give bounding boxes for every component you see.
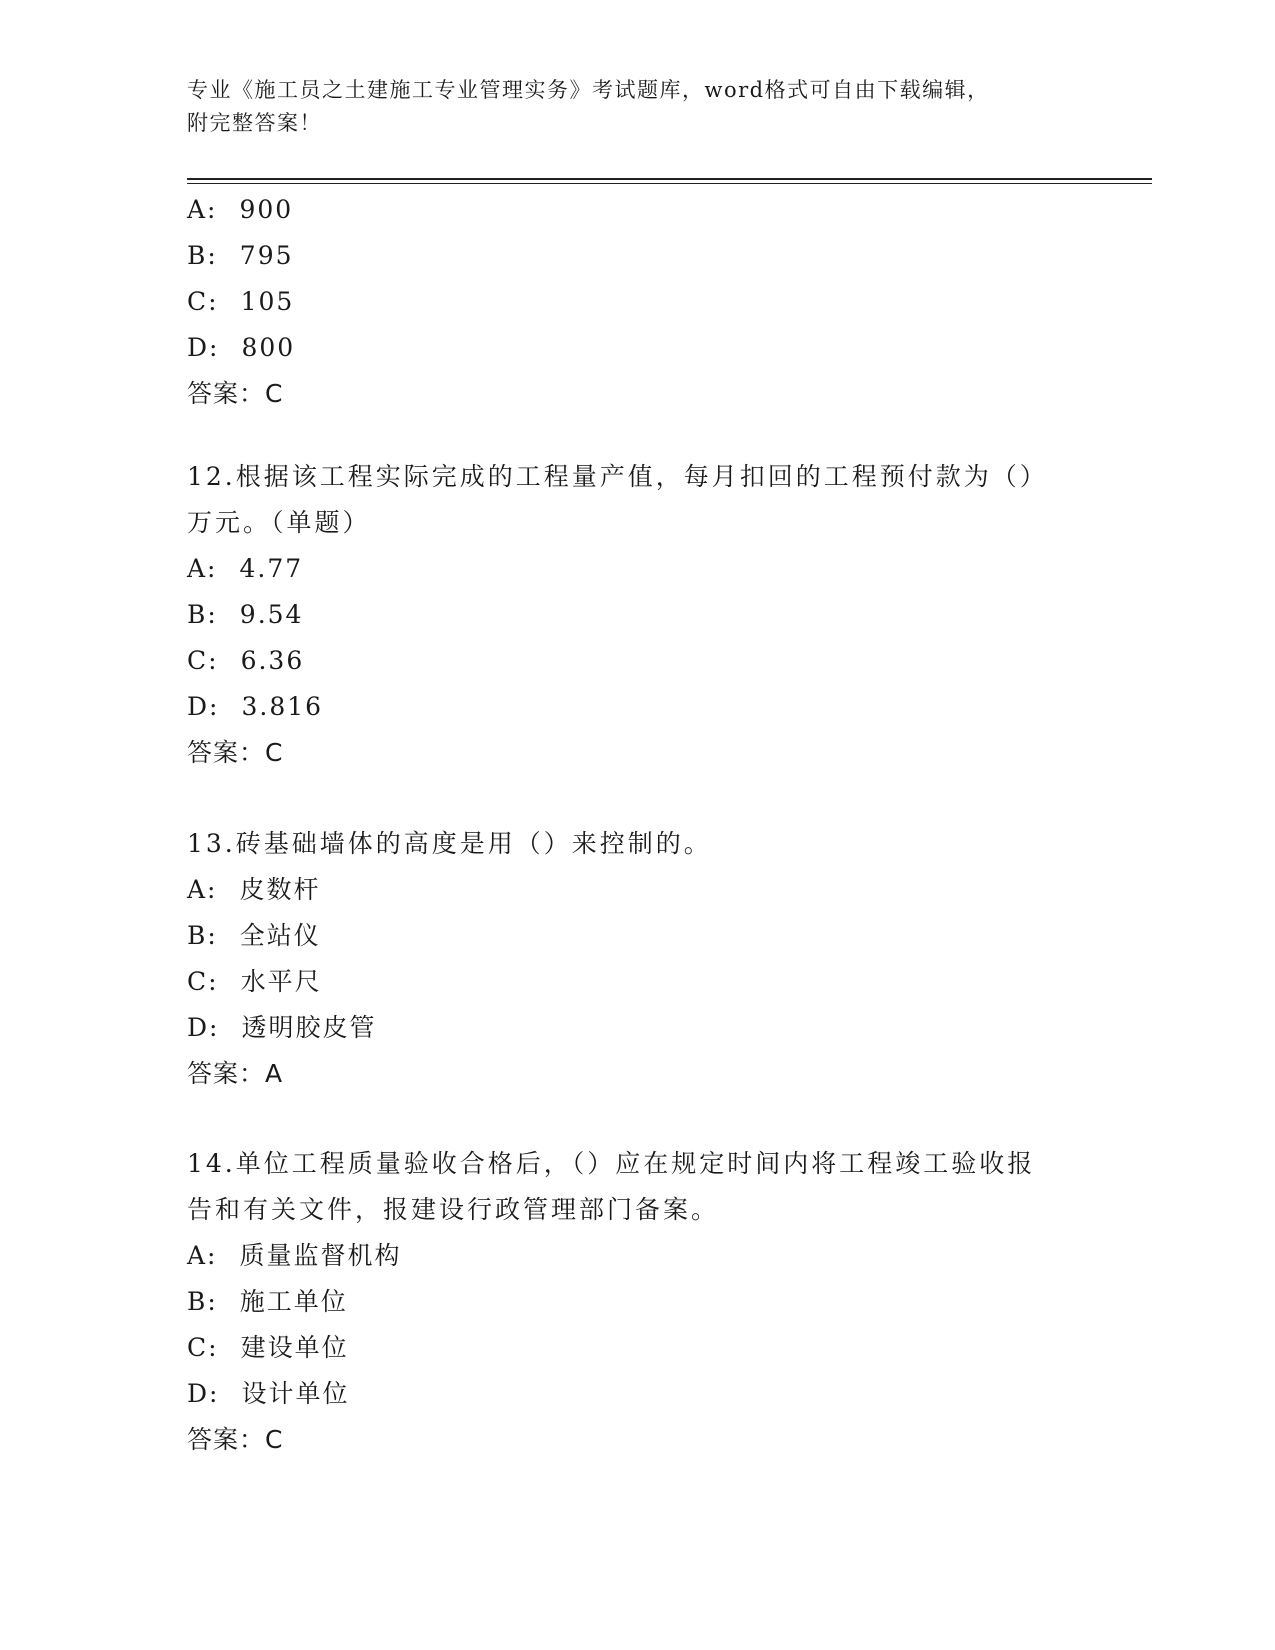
option-letter: B: <box>187 600 218 629</box>
question-stem: 告和有关文件，报建设行政管理部门备案。 <box>187 1195 720 1224</box>
option-c <box>187 638 1087 684</box>
option-text: 透明胶皮管 <box>241 1013 377 1042</box>
option-text: 105 <box>240 287 295 316</box>
option-text: 质量监督机构 <box>239 1241 402 1270</box>
option-letter: D: <box>187 1379 220 1408</box>
answer-line: 答案：C <box>187 379 284 408</box>
answer-line: 答案：C <box>187 738 284 767</box>
option-letter: D: <box>187 692 220 721</box>
option-letter: B: <box>187 1287 218 1316</box>
option-text: 900 <box>239 195 294 224</box>
question-stem: 13.砖基础墙体的高度是用（）来控制的。 <box>187 829 712 858</box>
option-a <box>187 546 1087 592</box>
option-text: 9.54 <box>239 600 304 629</box>
option-text: 建设单位 <box>240 1333 349 1362</box>
option-text: 800 <box>241 333 296 362</box>
header-divider-thin <box>187 183 1152 184</box>
option-a <box>187 1233 1087 1279</box>
question-12-block <box>187 454 1087 776</box>
option-letter: C: <box>187 967 219 996</box>
option-c <box>187 959 1087 1005</box>
option-letter: C: <box>187 646 219 675</box>
option-text: 设计单位 <box>241 1379 350 1408</box>
question-13-block <box>187 821 1087 1097</box>
question-stem: 万元。（单题） <box>187 508 371 537</box>
document-header <box>187 74 1087 140</box>
header-divider-thick <box>187 178 1152 180</box>
option-a <box>187 187 1087 233</box>
option-text: 全站仪 <box>239 921 321 950</box>
option-letter: B: <box>187 241 218 270</box>
option-a <box>187 867 1087 913</box>
header-line-1: 专业《施工员之土建施工专业管理实务》考试题库，word格式可自由下载编辑， <box>187 78 990 102</box>
option-d <box>187 1005 1087 1051</box>
option-text: 6.36 <box>240 646 305 675</box>
header-line-2: 附完整答案！ <box>187 111 322 135</box>
option-c <box>187 1325 1087 1371</box>
answer-line: 答案：A <box>187 1059 284 1088</box>
option-text: 4.77 <box>239 554 304 583</box>
option-letter: A: <box>187 195 218 224</box>
question-11-block <box>187 187 1087 417</box>
option-b <box>187 1279 1087 1325</box>
option-letter: A: <box>187 875 218 904</box>
option-letter: B: <box>187 921 218 950</box>
option-d <box>187 684 1087 730</box>
option-letter: D: <box>187 333 220 362</box>
option-d <box>187 325 1087 371</box>
option-c <box>187 279 1087 325</box>
option-text: 皮数杆 <box>239 875 321 904</box>
option-text: 水平尺 <box>240 967 322 996</box>
option-letter: C: <box>187 1333 219 1362</box>
option-b <box>187 592 1087 638</box>
option-letter: A: <box>187 554 218 583</box>
option-b <box>187 233 1087 279</box>
question-stem: 12.根据该工程实际完成的工程量产值，每月扣回的工程预付款为（） <box>187 462 1048 491</box>
option-d <box>187 1371 1087 1417</box>
question-14-block <box>187 1141 1087 1463</box>
option-text: 795 <box>239 241 294 270</box>
option-text: 施工单位 <box>239 1287 348 1316</box>
option-text: 3.816 <box>241 692 324 721</box>
answer-line: 答案：C <box>187 1425 284 1454</box>
option-letter: A: <box>187 1241 218 1270</box>
option-b <box>187 913 1087 959</box>
option-letter: D: <box>187 1013 220 1042</box>
option-letter: C: <box>187 287 219 316</box>
question-stem: 14.单位工程质量验收合格后，（）应在规定时间内将工程竣工验收报 <box>187 1149 1036 1178</box>
